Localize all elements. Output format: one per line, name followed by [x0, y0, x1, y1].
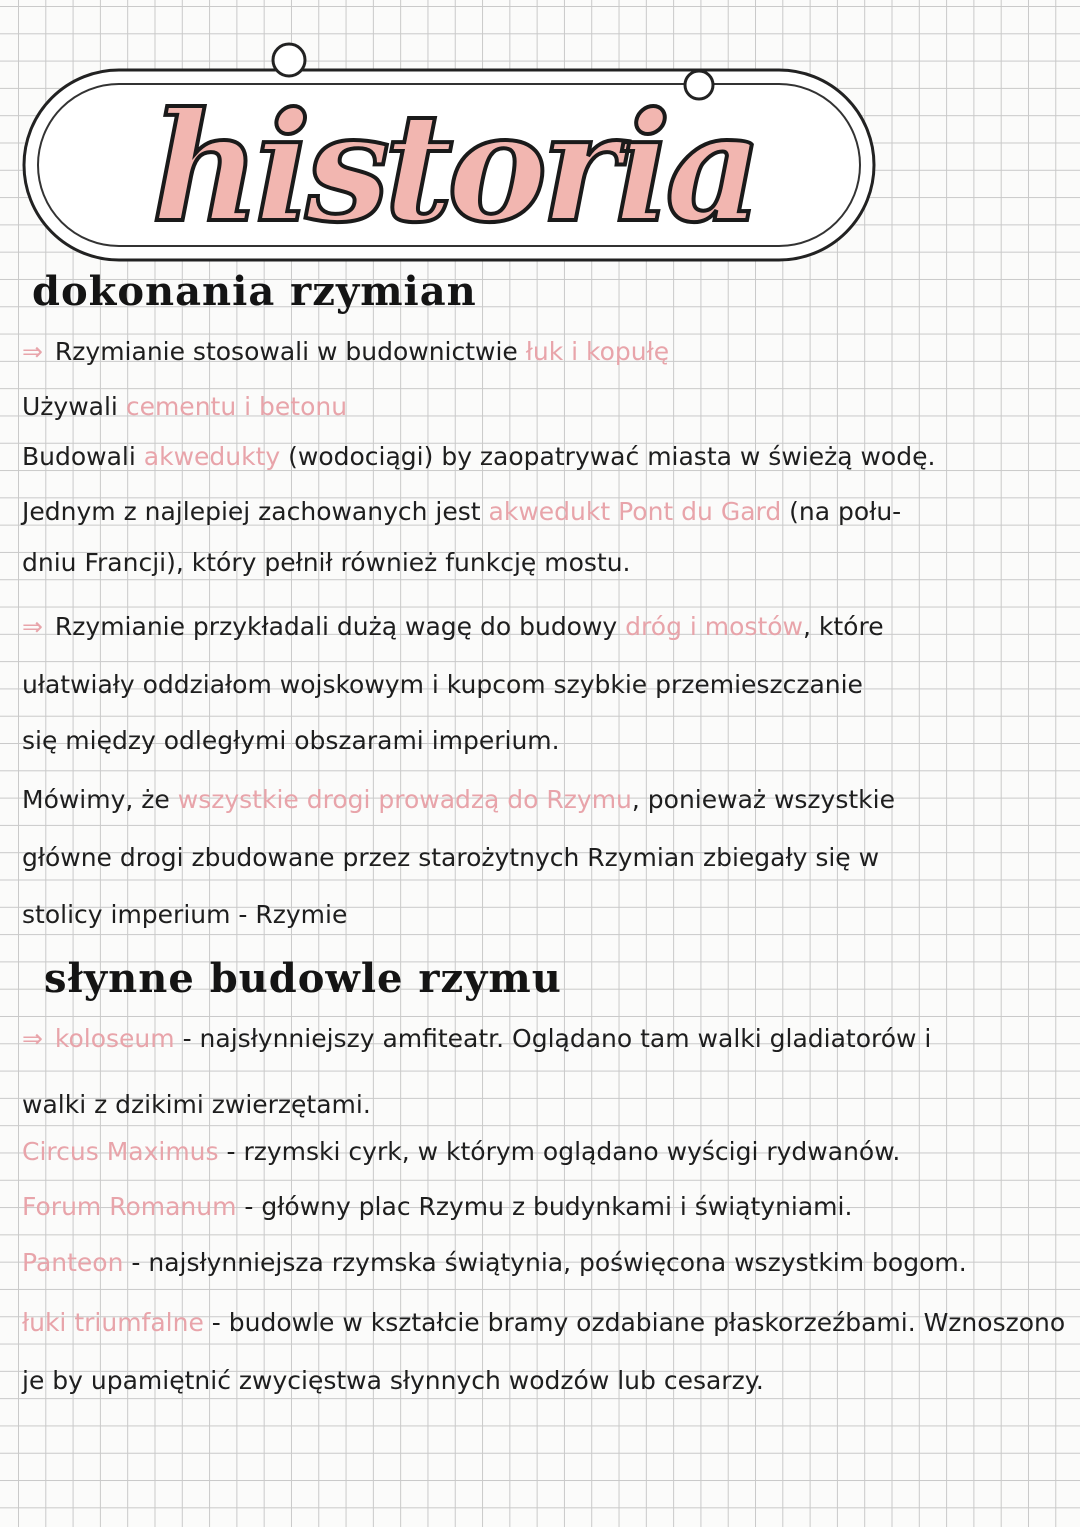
note-text: Rzymianie przykładali dużą wagę do budowy: [54, 612, 626, 641]
title-lettering: [14, 30, 894, 270]
note-text: - rzymski cyrk, w którym oglądano wyścigi rydwanów.: [218, 1137, 901, 1166]
highlighted-term: koloseum: [54, 1024, 175, 1053]
note-line: [22, 497, 901, 527]
note-line: [22, 1090, 371, 1120]
note-line: [22, 392, 347, 422]
highlighted-term: akwedukty: [143, 442, 281, 471]
arrow-icon: ⇒: [22, 1024, 51, 1053]
note-text: ułatwiały oddziałom wojskowym i kupcom szybkie przemieszczanie: [22, 670, 863, 699]
note-text: się między odległymi obszarami imperium.: [22, 726, 560, 755]
note-line: [22, 785, 895, 815]
note-text: Używali: [22, 392, 126, 421]
note-text: Jednym z najlepiej zachowanych jest: [22, 497, 489, 526]
note-text: je by upamiętnić zwycięstwa słynnych wodzów lub cesarzy.: [22, 1366, 764, 1395]
section-heading: słynne budowle rzymu: [44, 955, 562, 1002]
note-line: [22, 1024, 931, 1054]
note-line: [22, 726, 560, 756]
note-text: , które: [803, 612, 884, 641]
note-line: [22, 442, 935, 472]
note-line: [22, 1248, 967, 1278]
note-line: [22, 1137, 900, 1167]
highlighted-term: Forum Romanum: [22, 1192, 237, 1221]
arrow-icon: ⇒: [22, 337, 51, 366]
note-text: stolicy imperium - Rzymie: [22, 900, 348, 929]
note-line: [22, 1366, 764, 1396]
note-line: [22, 337, 669, 367]
highlighted-term: łuki triumfalne: [22, 1308, 204, 1337]
highlighted-term: akwedukt Pont du Gard: [488, 497, 782, 526]
note-line: [22, 1192, 852, 1222]
title-text: historia: [151, 80, 757, 256]
note-text: główne drogi zbudowane przez starożytnych Rzymian zbiegały się w: [22, 843, 880, 872]
highlighted-term: Panteon: [22, 1248, 124, 1277]
highlighted-term: dróg i mostów: [625, 612, 803, 641]
note-text: - najsłynniejszy amfiteatr. Oglądano tam walki gladiatorów i: [174, 1024, 932, 1053]
note-line: [22, 1308, 1065, 1338]
note-text: - najsłynniejsza rzymska świątynia, poświęcona wszystkim bogom.: [123, 1248, 967, 1277]
note-text: Mówimy, że: [22, 785, 178, 814]
highlighted-term: łuk i kopułę: [525, 337, 670, 366]
highlighted-term: cementu i betonu: [125, 392, 348, 421]
note-line: [22, 900, 347, 930]
section-heading: dokonania rzymian: [32, 268, 477, 315]
note-line: [22, 843, 879, 873]
note-text: - główny plac Rzymu z budynkami i świątyniami.: [236, 1192, 853, 1221]
note-line: [22, 670, 863, 700]
note-text: Budowali: [22, 442, 144, 471]
note-text: (wodociągi) by zaopatrywać miasta w świeżą wodę.: [280, 442, 936, 471]
note-text: - budowle w kształcie bramy ozdabiane płaskorzeźbami. Wznoszono: [203, 1308, 1066, 1337]
note-text: dniu Francji), który pełnił również funkcję mostu.: [22, 548, 631, 577]
note-text: , ponieważ wszystkie: [631, 785, 895, 814]
highlighted-term: wszystkie drogi prowadzą do Rzymu: [177, 785, 632, 814]
note-text: Rzymianie stosowali w budownictwie: [54, 337, 526, 366]
note-text: walki z dzikimi zwierzętami.: [22, 1090, 371, 1119]
arrow-icon: ⇒: [22, 612, 51, 641]
note-text: (na połu-: [781, 497, 902, 526]
note-line: [22, 612, 884, 642]
highlighted-term: Circus Maximus: [22, 1137, 219, 1166]
note-line: [22, 548, 631, 578]
